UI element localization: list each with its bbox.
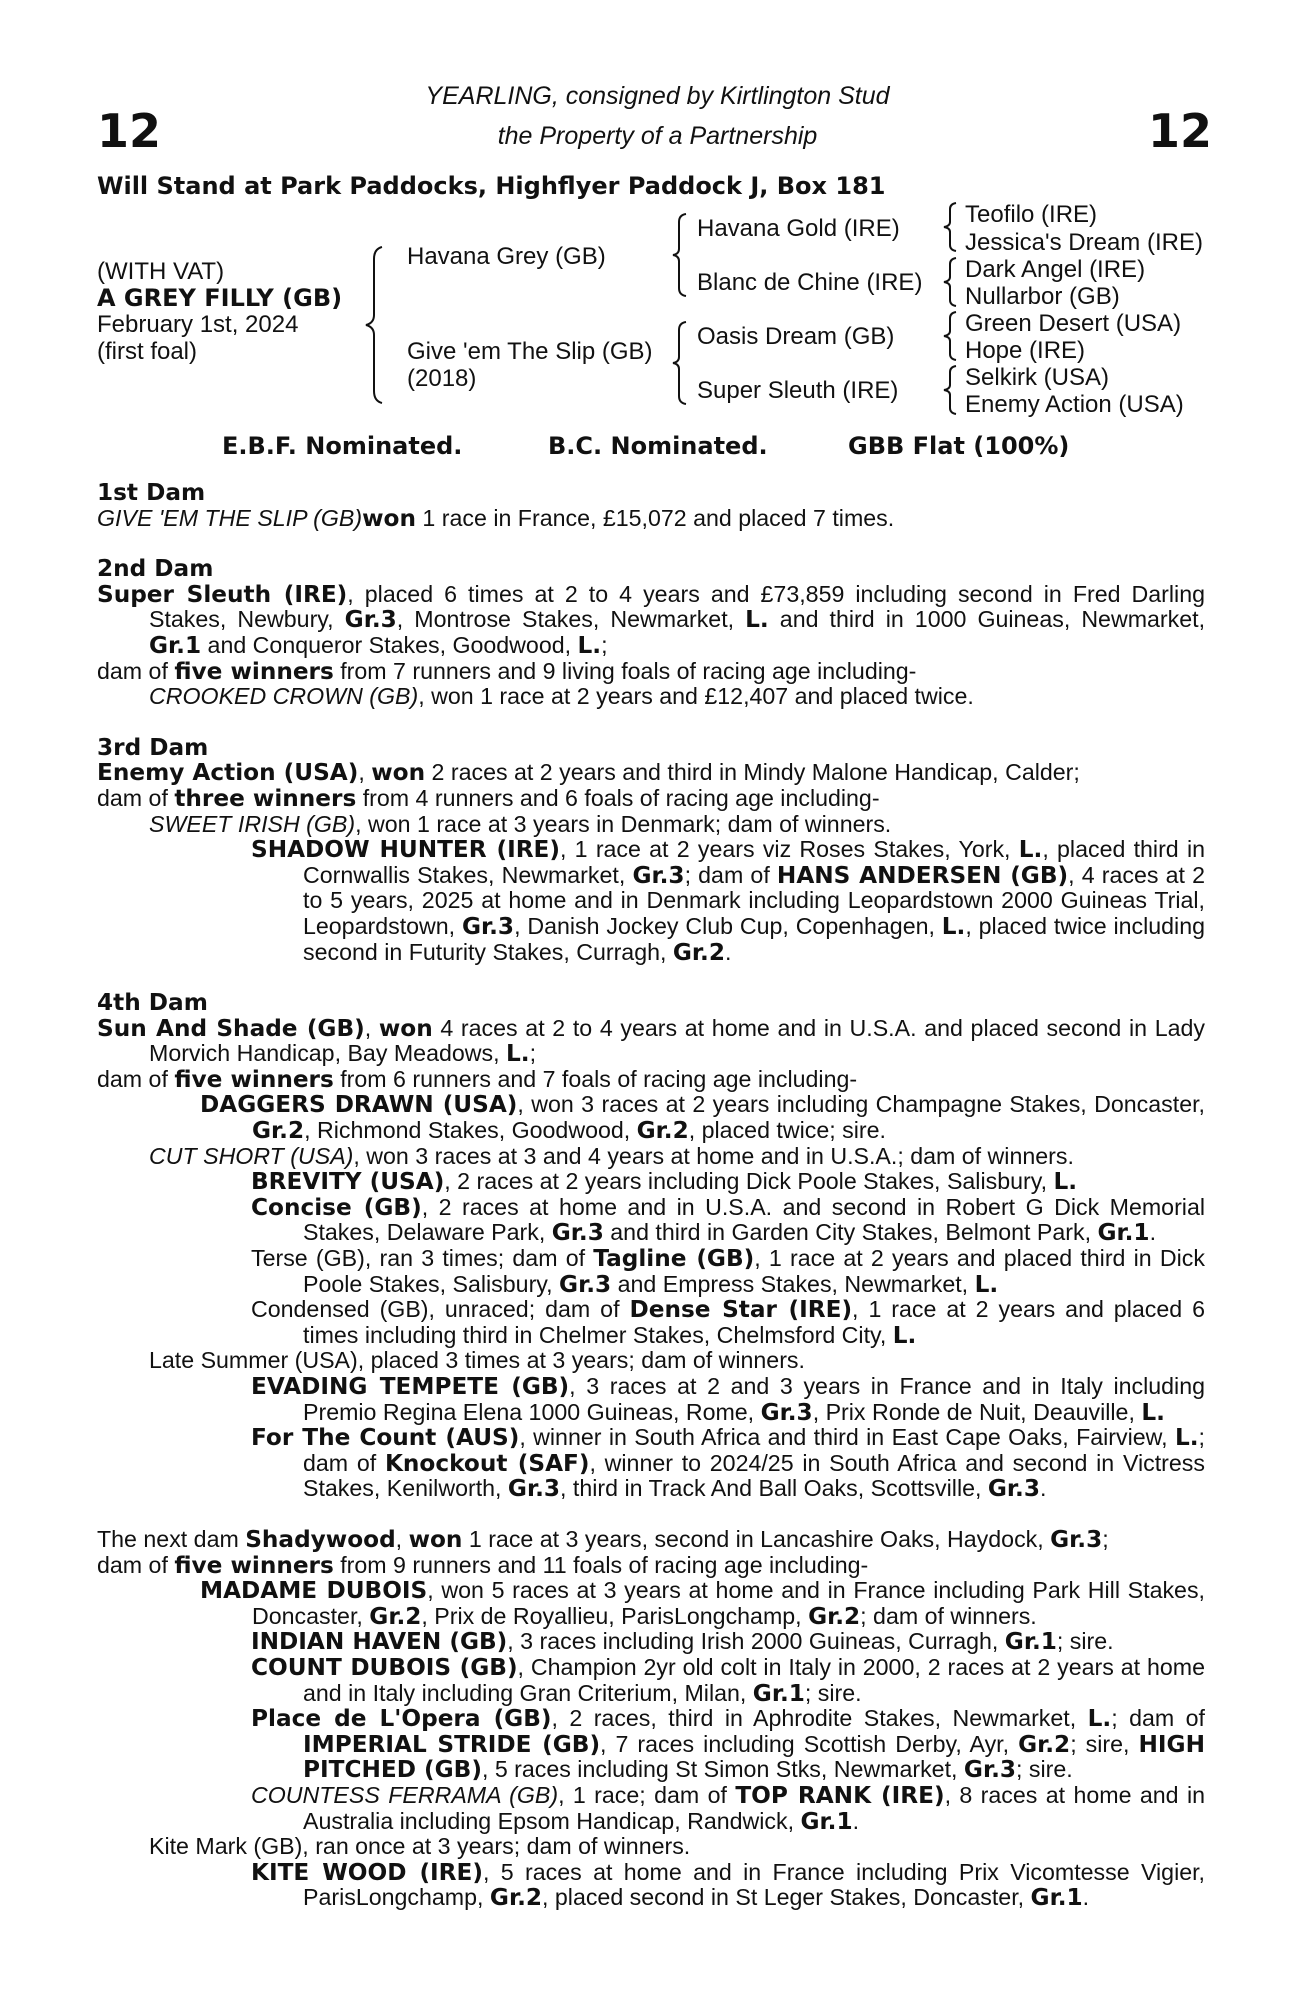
ggp-5: Green Desert (USA)	[965, 310, 1182, 337]
produce-line: dam of five winners from 9 runners and 11 foals of racing age including-	[97, 1551, 869, 1579]
sire-dam: Blanc de Chine (IRE)	[697, 269, 923, 296]
produce-entry: Place de L'Opera (GB), 2 races, third in Aphrodite Stakes, Newmarket, L.; dam of IMPERIAL STRIDE (GB), 7 races including Scottish Derby, Ayr, Gr.2; sire, HIGH PITCHED (GB), 5 races including St Simon Stks, Newmarket, Gr.3; sire.	[251, 1705, 1205, 1784]
brace-sire	[668, 212, 694, 298]
brace-gg4	[940, 364, 962, 416]
lot-number-left: 12	[97, 104, 162, 158]
brace-parents	[360, 245, 390, 405]
ebf-nomination: E.B.F. Nominated.	[222, 432, 463, 460]
section-heading: 3rd Dam	[97, 733, 209, 761]
ggp-6: Hope (IRE)	[965, 337, 1086, 364]
section-heading: 2nd Dam	[97, 555, 214, 583]
produce-entry: EVADING TEMPETE (GB), 3 races at 2 and 3 years in France and in Italy including Premio Regina Elena 1000 Guineas, Rome, Gr.3, Prix Ronde de Nuit, Deauville, L.	[251, 1373, 1205, 1426]
produce-line: dam of three winners from 4 runners and 6 foals of racing age including-	[97, 784, 880, 812]
brace-gg1	[940, 201, 962, 253]
ggp-8: Enemy Action (USA)	[965, 391, 1184, 418]
dam-dam: Super Sleuth (IRE)	[697, 377, 899, 404]
gbb-flat: GBB Flat (100%)	[848, 432, 1070, 460]
ggp-7: Selkirk (USA)	[965, 364, 1110, 391]
produce-entry: INDIAN HAVEN (GB), 3 races including Irish 2000 Guineas, Curragh, Gr.1; sire.	[251, 1628, 1114, 1656]
dam-entry: Sun And Shade (GB), won 4 races at 2 to 4 years at home and in U.S.A. and placed second in Lady Morvich Handicap, Bay Meadows, L.;	[97, 1014, 1205, 1068]
dam-sire: Oasis Dream (GB)	[697, 323, 895, 350]
brace-gg3	[940, 310, 962, 362]
produce-entry: BREVITY (USA), 2 races at 2 years including Dick Poole Stakes, Salisbury, L.	[251, 1168, 1078, 1196]
produce-entry: SHADOW HUNTER (IRE), 1 race at 2 years viz Roses Stakes, York, L., placed third in Cornwallis Stakes, Newmarket, Gr.3; dam of HANS ANDERSEN (GB), 4 races at 2 to 5 years, 2025 at home and in Denmark including Leopardstown 2000 Guineas Trial, Leopardstown, Gr.3, Danish Jockey Club Cup, Copenhagen, L., placed twice including second in Futurity Stakes, Curragh, Gr.2.	[251, 836, 1206, 966]
property-line: the Property of a Partnership	[497, 122, 818, 150]
consignor-line: YEARLING, consigned by Kirtlington Stud	[425, 82, 890, 110]
dam-entry: Enemy Action (USA), won 2 races at 2 years and third in Mindy Malone Handicap, Calder;	[97, 759, 1080, 787]
produce-entry: DAGGERS DRAWN (USA), won 3 races at 2 years including Champagne Stakes, Doncaster, Gr.2, Richmond Stakes, Goodwood, Gr.2, placed twice; sire.	[200, 1091, 1205, 1145]
dam-entry: GIVE 'EM THE SLIP (GB)won 1 race in France, £15,072 and placed 7 times.	[97, 504, 895, 532]
dam-year: (2018)	[407, 365, 477, 392]
produce-entry: CROOKED CROWN (GB), won 1 race at 2 years and £12,407 and placed twice.	[149, 683, 974, 710]
stand-location: Will Stand at Park Paddocks, Highflyer Paddock J, Box 181	[97, 172, 886, 200]
produce-entry: COUNT DUBOIS (GB), Champion 2yr old colt in Italy in 2000, 2 races at 2 years at home and in Italy including Gran Criterium, Milan, Gr.1; sire.	[251, 1653, 1205, 1707]
produce-entry: Condensed (GB), unraced; dam of Dense Star (IRE), 1 race at 2 years and placed 6 times including third in Chelmer Stakes, Chelmsford City, L.	[251, 1296, 1205, 1349]
produce-entry: For The Count (AUS), winner in South Africa and third in East Cape Oaks, Fairview, L.; dam of Knockout (SAF), winner to 2024/25 in South Africa and second in Victress Stakes, Kenilworth, Gr.3, third in Track And Ball Oaks, Scottsville, Gr.3.	[251, 1424, 1205, 1503]
horse-name: A GREY FILLY (GB)	[97, 284, 343, 312]
produce-entry: Concise (GB), 2 races at home and in U.S.A. and second in Robert G Dick Memorial Stakes, Delaware Park, Gr.3 and third in Garden City Stakes, Belmont Park, Gr.1.	[251, 1193, 1205, 1247]
next-dam-entry: The next dam Shadywood, won 1 race at 3 years, second in Lancashire Oaks, Haydock, Gr.3;	[97, 1525, 1109, 1553]
catalogue-body	[97, 480, 1205, 1911]
horse-dob: February 1st, 2024	[97, 311, 299, 338]
section-heading: 1st Dam	[97, 479, 206, 506]
brace-dam	[668, 320, 694, 406]
section-heading: 4th Dam	[97, 989, 208, 1017]
sire: Havana Grey (GB)	[407, 243, 606, 270]
produce-entry: CUT SHORT (USA), won 3 races at 3 and 4 years at home and in U.S.A.; dam of winners.	[149, 1142, 1074, 1169]
produce-entry: SWEET IRISH (GB), won 1 race at 3 years in Denmark; dam of winners.	[149, 810, 892, 837]
horse-foal-note: (first foal)	[97, 338, 198, 365]
produce-entry: Kite Mark (GB), ran once at 3 years; dam of winners.	[149, 1833, 691, 1860]
produce-entry: MADAME DUBOIS, won 5 races at 3 years at home and in France including Park Hill Stakes, Doncaster, Gr.2, Prix de Royallieu, ParisLongchamp, Gr.2; dam of winners.	[200, 1577, 1205, 1630]
sire-sire: Havana Gold (IRE)	[697, 215, 900, 242]
produce-entry: COUNTESS FERRAMA (GB), 1 race; dam of TOP RANK (IRE), 8 races at home and in Australia including Epsom Handicap, Randwick, Gr.1.	[251, 1781, 1206, 1835]
produce-line: dam of five winners from 6 runners and 7 foals of racing age including-	[97, 1065, 858, 1093]
produce-entry: KITE WOOD (IRE), 5 races at home and in France including Prix Vicomtesse Vigier, ParisLongchamp, Gr.2, placed second in St Leger Stakes, Doncaster, Gr.1.	[251, 1858, 1205, 1912]
ggp-1: Teofilo (IRE)	[965, 201, 1098, 228]
dam: Give 'em The Slip (GB)	[407, 338, 653, 365]
ggp-2: Jessica's Dream (IRE)	[965, 229, 1203, 256]
produce-entry: Late Summer (USA), placed 3 times at 3 years; dam of winners.	[149, 1347, 805, 1374]
vat-note: (WITH VAT)	[97, 258, 225, 285]
ggp-4: Nullarbor (GB)	[965, 283, 1120, 310]
ggp-3: Dark Angel (IRE)	[965, 256, 1146, 283]
dam-entry: Super Sleuth (IRE), placed 6 times at 2 to 4 years and £73,859 including second in Fred Darling Stakes, Newbury, Gr.3, Montrose Stakes, Newmarket, L. and third in 1000 Guineas, Newmarket, Gr.1 and Conqueror Stakes, Goodwood, L.;	[97, 580, 1206, 659]
brace-gg2	[940, 256, 962, 308]
lot-number-right: 12	[1148, 104, 1213, 158]
produce-line: dam of five winners from 7 runners and 9 living foals of racing age including-	[97, 657, 917, 685]
produce-entry: Terse (GB), ran 3 times; dam of Tagline (GB), 1 race at 2 years and placed third in Dick Poole Stakes, Salisbury, Gr.3 and Empress Stakes, Newmarket, L.	[251, 1245, 1205, 1298]
bc-nomination: B.C. Nominated.	[548, 432, 768, 460]
